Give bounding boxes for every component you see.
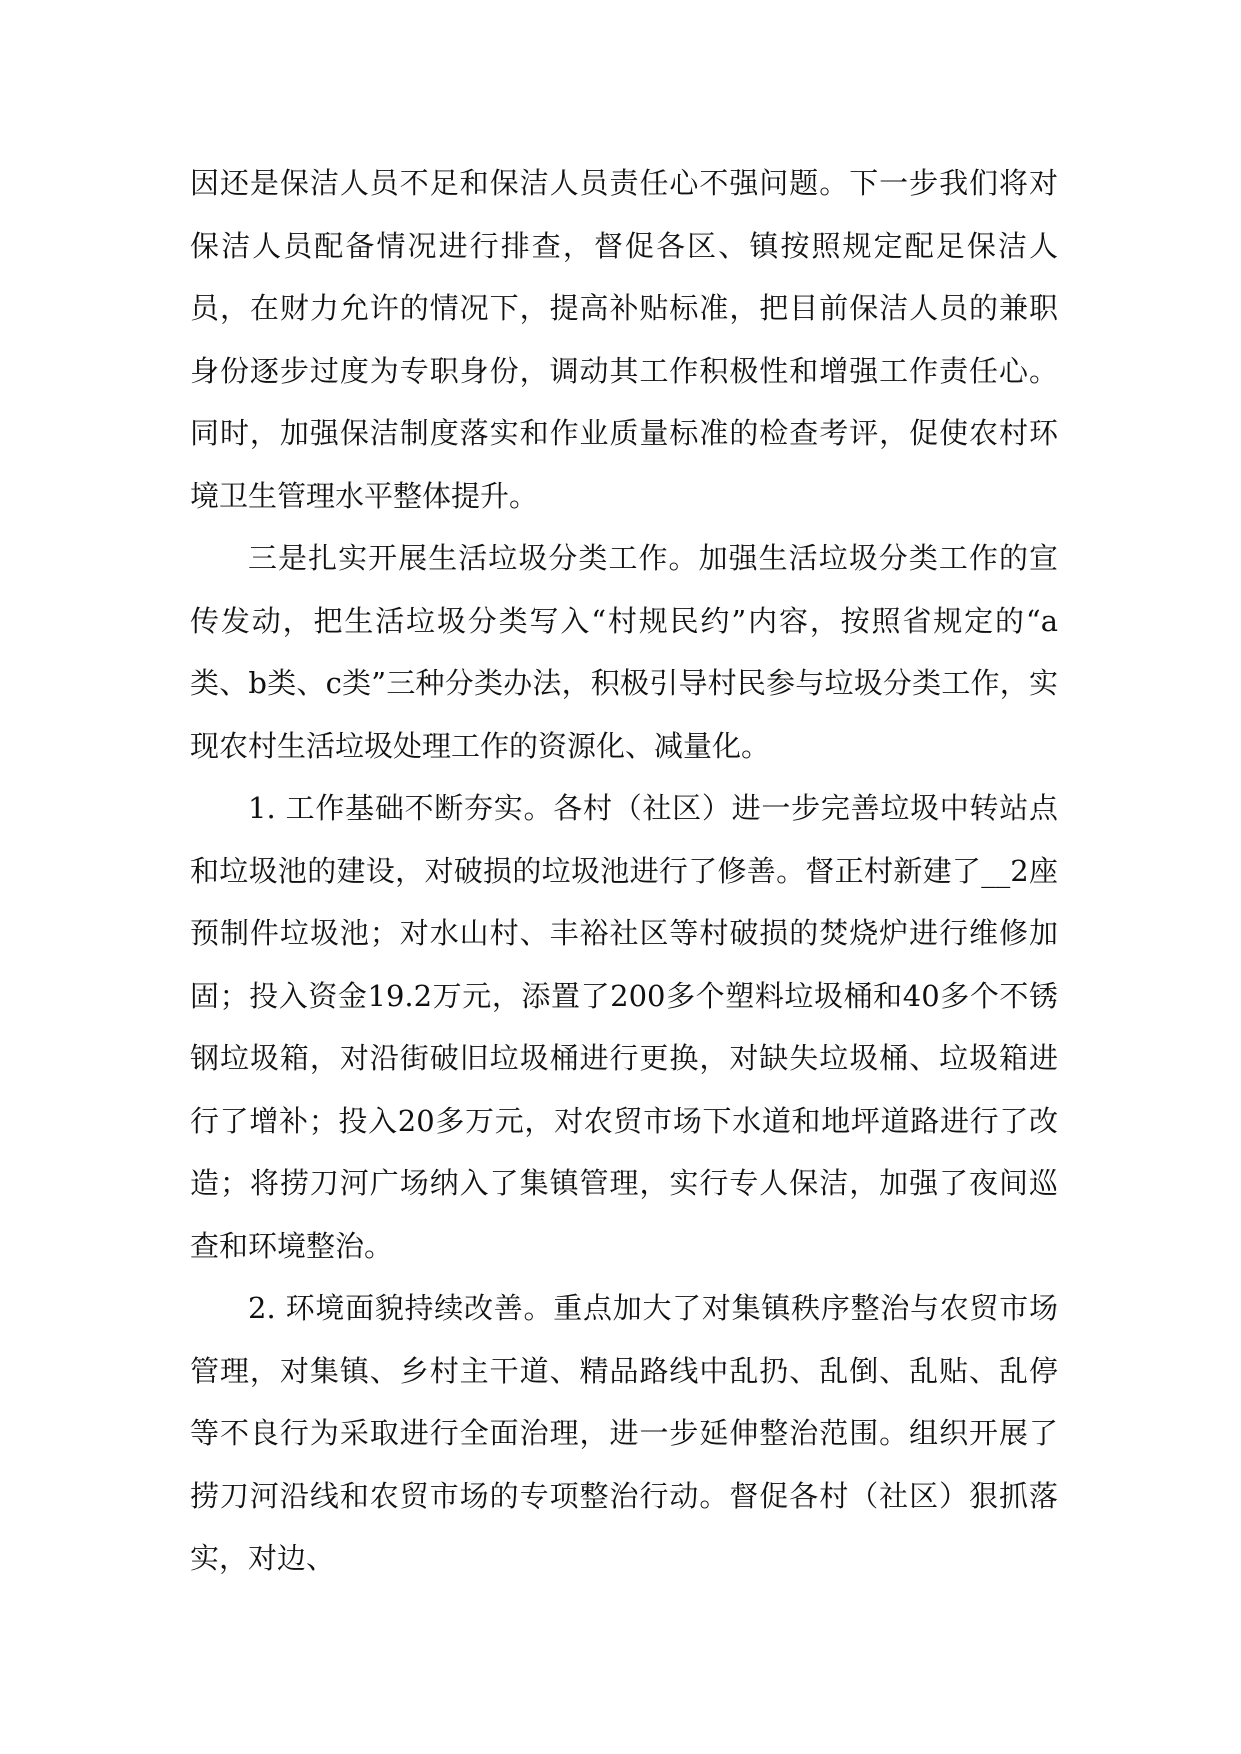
paragraph-cleaning-staff: 因还是保洁人员不足和保洁人员责任心不强问题。下一步我们将对保洁人员配备情况进行排查，督促各区、镇按照规定配足保洁人员，在财力允许的情况下，提高补贴标准，把目前保洁人员的兼职身份逐步过度为专职身份，调动其工作积极性和增强工作责任心。同时，加强保洁制度落实和作业质量标准的检查考评，促使农村环境卫生管理水平整体提升。: [190, 166, 1058, 513]
paragraph-environment-improvement: 2. 环境面貌持续改善。重点加大了对集镇秩序整治与农贸市场管理，对集镇、乡村主干道、精品路线中乱扔、乱倒、乱贴、乱停等不良行为采取进行全面治理，进一步延伸整治范围。组织开展了捞刀河沿线和农贸市场的专项整治行动。督促各村（社区）狠抓落实，对边、: [190, 1291, 1058, 1575]
document-body: [190, 152, 1058, 1590]
paragraph-waste-sorting: 三是扎实开展生活垃圾分类工作。加强生活垃圾分类工作的宣传发动，把生活垃圾分类写入“村规民约”内容，按照省规定的“a类、b类、c类”三种分类办法，积极引导村民参与垃圾分类工作，实现农村生活垃圾处理工作的资源化、减量化。: [190, 541, 1058, 763]
paragraph-work-foundation: 1. 工作基础不断夯实。各村（社区）进一步完善垃圾中转站点和垃圾池的建设，对破损的垃圾池进行了修善。督正村新建了__2座预制件垃圾池；对水山村、丰裕社区等村破损的焚烧炉进行维修加固；投入资金19.2万元，添置了200多个塑料垃圾桶和40多个不锈钢垃圾箱，对沿街破旧垃圾桶进行更换，对缺失垃圾桶、垃圾箱进行了增补；投入20多万元，对农贸市场下水道和地坪道路进行了改造；将捞刀河广场纳入了集镇管理，实行专人保洁，加强了夜间巡查和环境整治。: [190, 791, 1058, 1263]
